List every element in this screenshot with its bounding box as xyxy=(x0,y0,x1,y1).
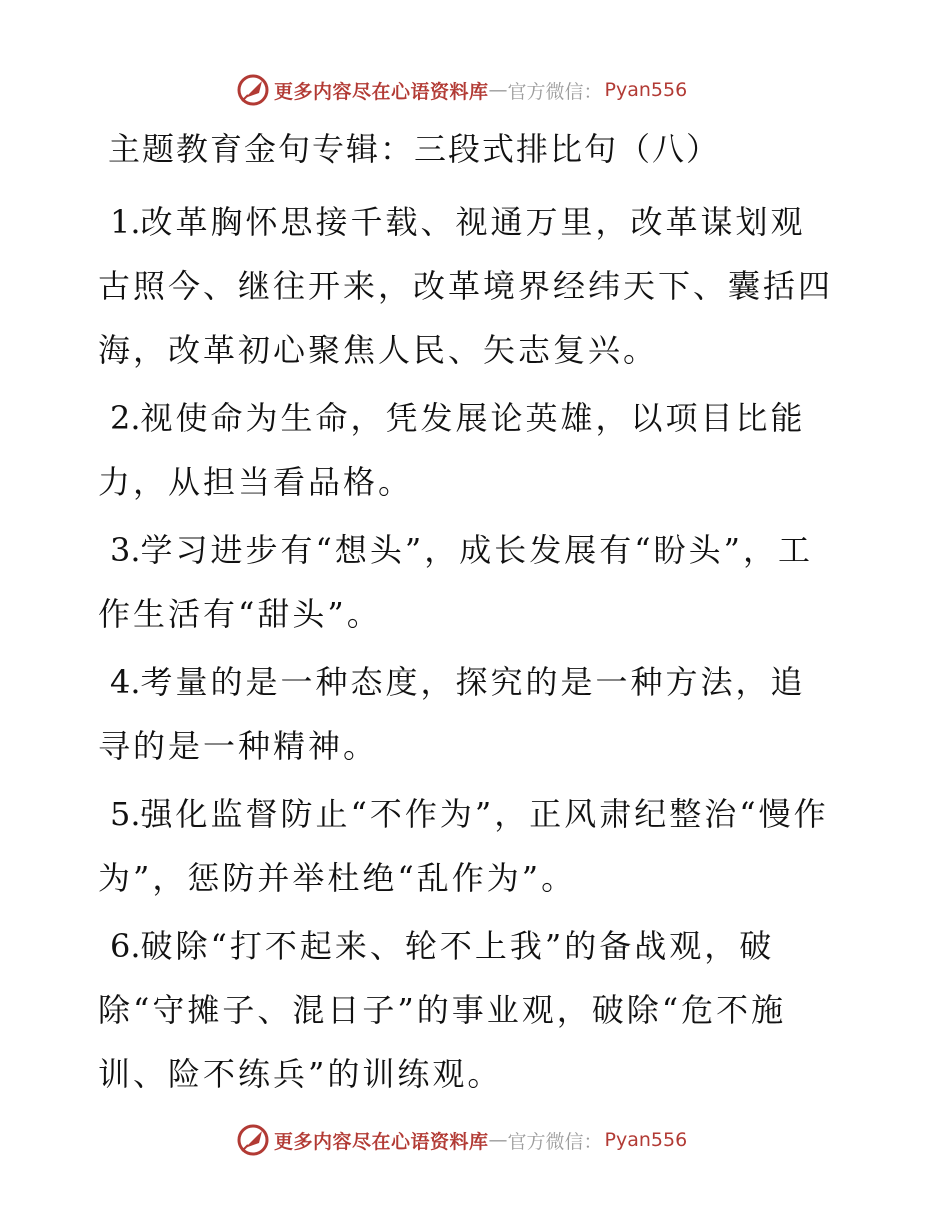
banner-site-text: 更多内容尽在心语资料库 xyxy=(274,80,489,103)
item-number: 5. xyxy=(110,795,141,833)
item-text: 改革胸怀思接千载、视通万里，改革谋划观古照今、继往开来，改革境界经纬天下、囊括四海，改革初心聚焦人民、矢志复兴。 xyxy=(98,203,834,369)
list-item xyxy=(98,518,838,646)
item-text: 视使命为生命，凭发展论英雄，以项目比能力，从担当看品格。 xyxy=(98,399,806,501)
item-number: 6. xyxy=(110,927,141,965)
footer-banner xyxy=(236,1122,687,1158)
list-item xyxy=(98,914,838,1106)
document-title: 主题教育金句专辑：三段式排比句（八） xyxy=(108,130,721,168)
item-number: 3. xyxy=(110,531,141,569)
item-number: 2. xyxy=(110,399,141,437)
item-text: 强化监督防止“不作为”，正风肃纪整治“慢作为”，惩防并举杜绝“乱作为”。 xyxy=(98,795,829,897)
item-number: 4. xyxy=(110,663,141,701)
banner-dash: — xyxy=(488,79,508,101)
item-list xyxy=(98,190,838,1110)
quill-logo-icon xyxy=(236,1123,270,1157)
banner-wechat-label: 官方微信： xyxy=(507,1130,603,1153)
banner-wechat-id: Pyan556 xyxy=(604,79,688,101)
list-item xyxy=(98,650,838,778)
banner-site-text: 更多内容尽在心语资料库 xyxy=(274,1130,489,1153)
banner-dash: — xyxy=(488,1129,508,1151)
list-item xyxy=(98,782,838,910)
list-item xyxy=(98,190,838,382)
header-banner xyxy=(236,72,687,108)
item-text: 破除“打不起来、轮不上我”的备战观，破除“守摊子、混日子”的事业观，破除“危不施训、险不练兵”的训练观。 xyxy=(98,927,787,1093)
list-item xyxy=(98,386,838,514)
item-number: 1. xyxy=(110,203,141,241)
quill-logo-icon xyxy=(236,73,270,107)
item-text: 考量的是一种态度，探究的是一种方法，追寻的是一种精神。 xyxy=(98,663,806,765)
banner-wechat-id: Pyan556 xyxy=(604,1129,688,1151)
item-text: 学习进步有“想头”，成长发展有“盼头”，工作生活有“甜头”。 xyxy=(98,531,813,633)
banner-wechat-label: 官方微信： xyxy=(507,80,603,103)
